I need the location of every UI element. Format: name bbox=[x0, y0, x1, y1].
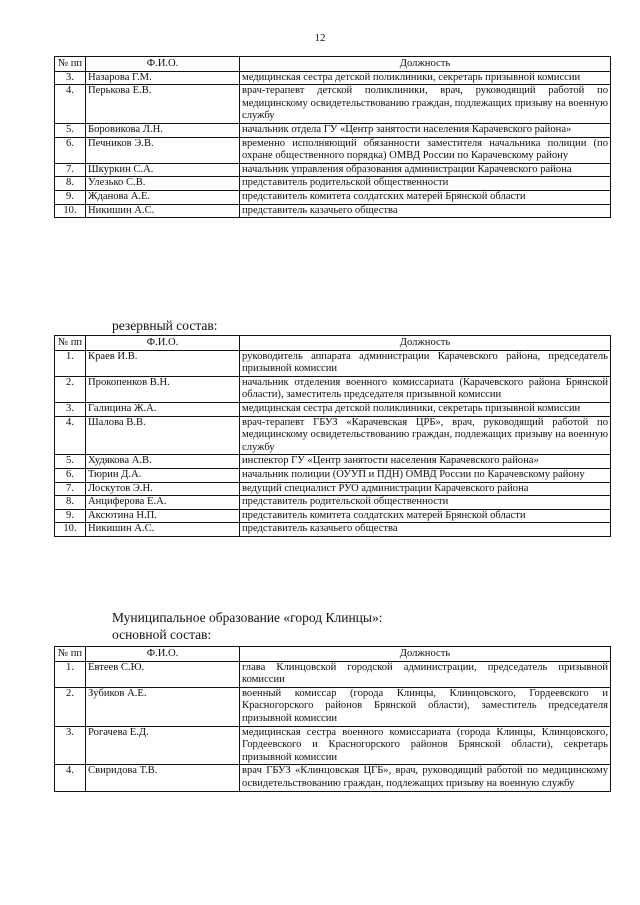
header-position: Должность bbox=[240, 57, 611, 72]
member-position: медицинская сестра детской поликлиники, секретарь призывной комиссии bbox=[240, 402, 611, 416]
section-heading-main: основной состав: bbox=[112, 627, 212, 642]
table-row bbox=[55, 163, 611, 177]
member-position: инспектор ГУ «Центр занятости населения Карачевского района» bbox=[240, 455, 611, 469]
row-number: 10. bbox=[55, 523, 86, 537]
table-row bbox=[55, 496, 611, 510]
member-position: представитель родительской общественности bbox=[240, 177, 611, 191]
member-name: Шкуркин С.А. bbox=[86, 163, 240, 177]
table-row bbox=[55, 402, 611, 416]
row-number: 3. bbox=[55, 726, 86, 765]
table-row bbox=[55, 765, 611, 791]
header-name: Ф.И.О. bbox=[86, 57, 240, 72]
row-number: 7. bbox=[55, 163, 86, 177]
member-name: Анциферова Е.А. bbox=[86, 496, 240, 510]
table-header-row bbox=[55, 647, 611, 662]
table-header-row bbox=[55, 57, 611, 72]
member-name: Лоскутов Э.Н. bbox=[86, 482, 240, 496]
table-row bbox=[55, 687, 611, 726]
table-row bbox=[55, 455, 611, 469]
row-number: 10. bbox=[55, 204, 86, 218]
table-row bbox=[55, 661, 611, 687]
member-name: Жданова А.Е. bbox=[86, 190, 240, 204]
table-row bbox=[55, 468, 611, 482]
member-name: Перькова Е.В. bbox=[86, 85, 240, 124]
member-position: врач-терапевт детской поликлиники, врач, руководящий работой по медицинскому освидетельствованию граждан, подлежащих призыву на военную службу bbox=[240, 85, 611, 124]
commission-table-main bbox=[54, 56, 611, 218]
row-number: 8. bbox=[55, 177, 86, 191]
commission-table-reserve bbox=[54, 335, 611, 537]
page-number: 12 bbox=[314, 32, 326, 44]
section-heading-reserve: резервный состав: bbox=[112, 318, 218, 333]
table-row bbox=[55, 137, 611, 163]
table-row bbox=[55, 350, 611, 376]
table-row bbox=[55, 482, 611, 496]
member-name: Никишин А.С. bbox=[86, 204, 240, 218]
member-position: представитель родительской общественности bbox=[240, 496, 611, 510]
member-name: Боровикова Л.Н. bbox=[86, 123, 240, 137]
row-number: 9. bbox=[55, 190, 86, 204]
member-position: представитель казачьего общества bbox=[240, 204, 611, 218]
member-name: Тюрин Д.А. bbox=[86, 468, 240, 482]
table-row bbox=[55, 523, 611, 537]
row-number: 3. bbox=[55, 402, 86, 416]
table-row bbox=[55, 376, 611, 402]
member-position: начальник полиции (ОУУП и ПДН) ОМВД России по Карачевскому району bbox=[240, 468, 611, 482]
member-name: Евтеев С.Ю. bbox=[86, 661, 240, 687]
header-name: Ф.И.О. bbox=[86, 647, 240, 662]
table-row bbox=[55, 85, 611, 124]
member-name: Аксютина Н.П. bbox=[86, 509, 240, 523]
row-number: 9. bbox=[55, 509, 86, 523]
row-number: 4. bbox=[55, 85, 86, 124]
row-number: 6. bbox=[55, 137, 86, 163]
member-name: Галицина Ж.А. bbox=[86, 402, 240, 416]
member-name: Улезько С.В. bbox=[86, 177, 240, 191]
member-position: представитель комитета солдатских матерей Брянской области bbox=[240, 190, 611, 204]
member-position: руководитель аппарата администрации Карачевского района, председатель призывной комиссии bbox=[240, 350, 611, 376]
member-position: медицинская сестра военного комиссариата (города Клинцы, Клинцовского, Гордеевского и Красногорского районов Брянской области), секретарь призывной комиссии bbox=[240, 726, 611, 765]
table-header-row bbox=[55, 336, 611, 351]
member-position: представитель комитета солдатских матерей Брянской области bbox=[240, 509, 611, 523]
row-number: 5. bbox=[55, 455, 86, 469]
member-name: Назарова Г.М. bbox=[86, 71, 240, 85]
row-number: 2. bbox=[55, 376, 86, 402]
member-name: Зубиков А.Е. bbox=[86, 687, 240, 726]
member-position: начальник отдела ГУ «Центр занятости населения Карачевского района» bbox=[240, 123, 611, 137]
row-number: 5. bbox=[55, 123, 86, 137]
row-number: 6. bbox=[55, 468, 86, 482]
member-position: ведущий специалист РУО администрации Карачевского района bbox=[240, 482, 611, 496]
member-name: Печников Э.В. bbox=[86, 137, 240, 163]
member-position: врач-терапевт ГБУЗ «Карачевская ЦРБ», врач, руководящий работой по медицинскому освидетельствованию граждан, подлежащих призыву на военную службу bbox=[240, 416, 611, 455]
table-row bbox=[55, 190, 611, 204]
row-number: 2. bbox=[55, 687, 86, 726]
table-row bbox=[55, 726, 611, 765]
member-name: Прокопенков В.Н. bbox=[86, 376, 240, 402]
commission-table-klintsy bbox=[54, 646, 611, 792]
table-row bbox=[55, 177, 611, 191]
table-row bbox=[55, 123, 611, 137]
row-number: 4. bbox=[55, 416, 86, 455]
row-number: 1. bbox=[55, 350, 86, 376]
member-position: врач ГБУЗ «Клинцовская ЦГБ», врач, руководящий работой по медицинскому освидетельствованию граждан, подлежащих призыву на военную службу bbox=[240, 765, 611, 791]
member-name: Краев И.В. bbox=[86, 350, 240, 376]
member-position: начальник отделения военного комиссариата (Карачевского района Брянской области), заместитель председателя призывной комиссии bbox=[240, 376, 611, 402]
member-position: представитель казачьего общества bbox=[240, 523, 611, 537]
row-number: 1. bbox=[55, 661, 86, 687]
member-name: Никишин А.С. bbox=[86, 523, 240, 537]
header-position: Должность bbox=[240, 336, 611, 351]
member-name: Свиридова Т.В. bbox=[86, 765, 240, 791]
header-number: № пп bbox=[55, 57, 86, 72]
member-position: глава Клинцовской городской администрации, председатель призывной комиссии bbox=[240, 661, 611, 687]
table-row bbox=[55, 509, 611, 523]
member-name: Худякова А.В. bbox=[86, 455, 240, 469]
header-number: № пп bbox=[55, 336, 86, 351]
row-number: 8. bbox=[55, 496, 86, 510]
header-name: Ф.И.О. bbox=[86, 336, 240, 351]
header-position: Должность bbox=[240, 647, 611, 662]
member-position: военный комиссар (города Клинцы, Клинцовского, Гордеевского и Красногорского районов Брянской области), заместитель председателя призывной комиссии bbox=[240, 687, 611, 726]
header-number: № пп bbox=[55, 647, 86, 662]
row-number: 7. bbox=[55, 482, 86, 496]
table-row bbox=[55, 71, 611, 85]
member-position: временно исполняющий обязанности заместителя начальника полиции (по охране общественного порядка) ОМВД России по Карачевскому району bbox=[240, 137, 611, 163]
member-name: Шалова В.В. bbox=[86, 416, 240, 455]
member-name: Рогачева Е.Д. bbox=[86, 726, 240, 765]
row-number: 3. bbox=[55, 71, 86, 85]
member-position: начальник управления образования администрации Карачевского района bbox=[240, 163, 611, 177]
row-number: 4. bbox=[55, 765, 86, 791]
table-row bbox=[55, 204, 611, 218]
member-position: медицинская сестра детской поликлиники, секретарь призывной комиссии bbox=[240, 71, 611, 85]
municipality-heading: Муниципальное образование «город Клинцы»: bbox=[112, 610, 383, 625]
table-row bbox=[55, 416, 611, 455]
